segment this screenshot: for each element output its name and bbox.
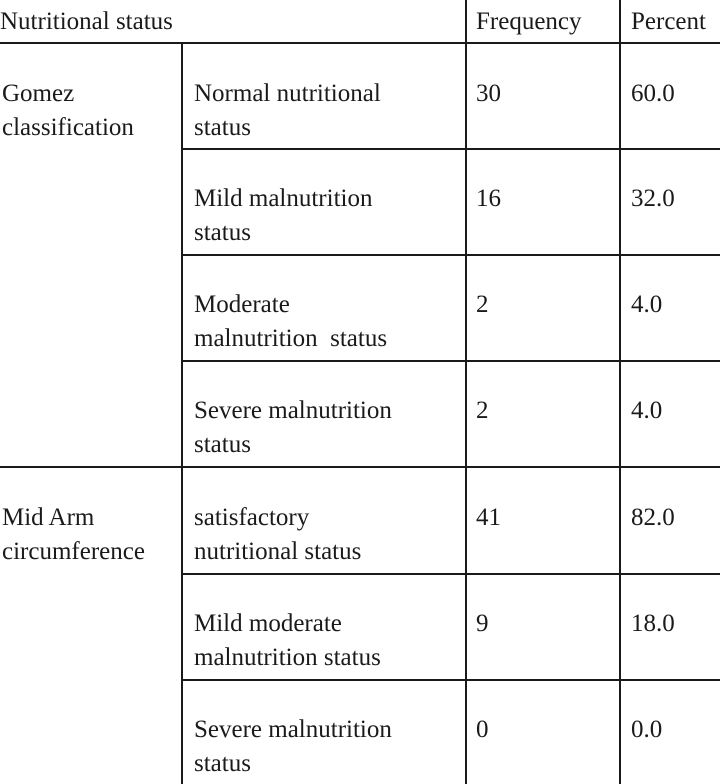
group-label-line: classification <box>2 114 134 141</box>
column-divider-group <box>181 43 183 784</box>
status-line: Mild malnutrition <box>194 185 373 212</box>
table-row-frequency: 9 <box>476 610 489 637</box>
column-divider-percent <box>619 0 621 784</box>
status-line: status <box>194 219 251 246</box>
table-row-frequency: 16 <box>476 185 501 212</box>
status-line: Severe malnutrition <box>194 397 392 424</box>
table-row-status <box>194 394 392 462</box>
group-label-mid-arm <box>2 501 145 569</box>
row-divider <box>182 148 720 150</box>
row-divider <box>182 573 720 575</box>
header-percent: Percent <box>631 8 706 35</box>
row-divider <box>182 254 720 256</box>
group-label-line: Mid Arm <box>2 504 95 531</box>
status-line: Mild moderate <box>194 610 342 637</box>
group-label-gomez <box>2 77 134 145</box>
table-row-percent: 60.0 <box>631 80 675 107</box>
status-line: malnutrition status <box>194 644 381 671</box>
group-divider <box>0 466 720 468</box>
table-row-status <box>194 501 361 569</box>
row-divider <box>182 679 720 681</box>
table-row-status <box>194 607 381 675</box>
table-row-frequency: 30 <box>476 80 501 107</box>
header-frequency: Frequency <box>476 8 582 35</box>
table-row-percent: 32.0 <box>631 185 675 212</box>
status-line: Severe malnutrition <box>194 716 392 743</box>
table-row-percent: 4.0 <box>631 397 663 424</box>
status-line: Normal nutritional <box>194 80 381 107</box>
table-row-status <box>194 77 381 145</box>
table-row-status <box>194 288 387 356</box>
table-row-frequency: 0 <box>476 716 489 743</box>
status-line: malnutrition status <box>194 325 388 352</box>
table-row-frequency: 2 <box>476 397 489 424</box>
table-row-percent: 18.0 <box>631 610 675 637</box>
status-line: status <box>194 431 251 458</box>
table-row-percent: 0.0 <box>631 716 663 743</box>
table-row-percent: 4.0 <box>631 291 663 318</box>
status-line: status <box>194 114 251 141</box>
header-nutritional-status: Nutritional status <box>0 8 173 35</box>
table-row-frequency: 2 <box>476 291 489 318</box>
status-line: nutritional status <box>194 538 362 565</box>
table-row-percent: 82.0 <box>631 504 675 531</box>
table-row-status <box>194 182 372 250</box>
row-divider <box>182 360 720 362</box>
table-row-status <box>194 713 392 781</box>
group-label-line: circumference <box>2 538 145 565</box>
header-bottom-rule <box>0 42 720 44</box>
column-divider-frequency <box>465 0 467 784</box>
group-label-line: Gomez <box>2 80 75 107</box>
status-line: satisfactory <box>194 504 310 531</box>
status-line: Moderate <box>194 291 290 318</box>
status-line: status <box>194 750 251 777</box>
table-row-frequency: 41 <box>476 504 501 531</box>
